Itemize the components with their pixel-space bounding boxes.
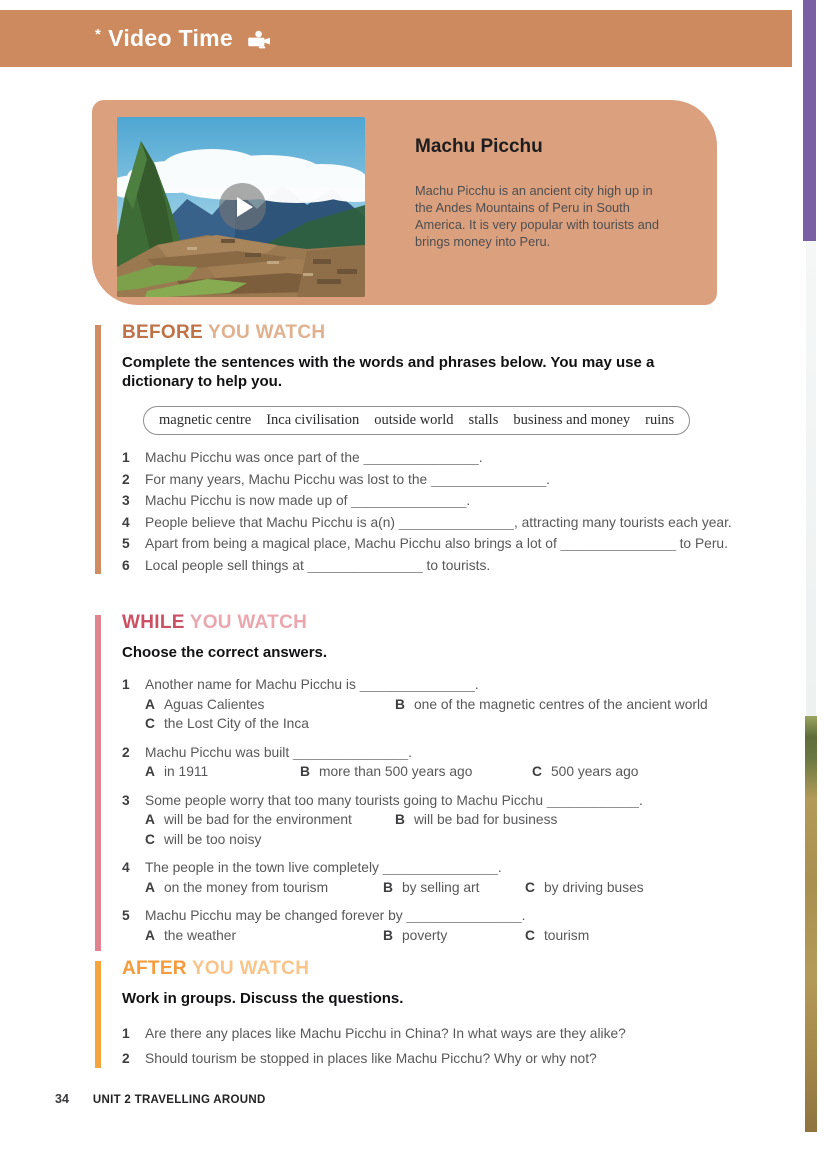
word-bank-item: Inca civilisation — [266, 412, 360, 428]
option-c — [145, 830, 261, 850]
before-you-watch-section — [95, 322, 750, 577]
header-title — [95, 25, 233, 52]
after-heading — [122, 958, 750, 980]
word-bank-item: stalls — [468, 412, 499, 428]
sentence-item — [122, 470, 750, 491]
before-accent-bar — [95, 325, 101, 574]
question-stem — [122, 743, 750, 763]
option-a — [145, 695, 395, 715]
option-b — [300, 762, 532, 782]
after-items-list — [122, 1021, 750, 1071]
options-row — [122, 810, 750, 830]
word-bank-item: business and money — [513, 412, 631, 428]
option-c — [525, 878, 644, 898]
blank-line: _______________ — [431, 471, 547, 487]
while-heading-light: YOU WATCH — [189, 612, 308, 633]
page-edge-photo-strip — [805, 716, 817, 1132]
after-accent-bar — [95, 961, 101, 1068]
page-footer — [55, 1092, 266, 1106]
option-letter: C — [145, 831, 155, 847]
before-heading-light: YOU WATCH — [207, 322, 326, 343]
question-item — [122, 743, 750, 782]
option-text: tourism — [543, 927, 590, 943]
option-text: the Lost City of the Inca — [163, 716, 309, 731]
purple-accent-bar — [803, 0, 816, 241]
question-text: The people in the town live completely _______________. — [145, 860, 502, 875]
blank-line: _______________ — [382, 860, 498, 875]
item-number: 2 — [122, 471, 130, 487]
option-text: in 1911 — [163, 764, 209, 779]
item-number: 4 — [122, 514, 130, 530]
sentence-item — [122, 448, 750, 469]
discussion-item — [122, 1021, 750, 1046]
option-a — [145, 762, 300, 782]
option-b — [395, 695, 708, 715]
question-number: 1 — [122, 677, 130, 692]
question-item — [122, 906, 750, 945]
blank-line: _______________ — [293, 744, 409, 760]
option-text: poverty — [401, 927, 448, 943]
options-row — [122, 762, 750, 782]
option-b — [383, 878, 525, 898]
option-text: the weather — [163, 927, 237, 943]
option-b — [395, 810, 557, 830]
after-heading-light: YOU WATCH — [191, 958, 310, 979]
blank-line: _______________ — [406, 908, 522, 923]
options-row — [122, 695, 750, 715]
after-instruction: Work in groups. Discuss the questions. — [122, 990, 404, 1007]
option-letter: A — [145, 812, 155, 827]
option-letter: C — [145, 716, 155, 731]
play-icon — [237, 197, 253, 217]
options-row — [122, 714, 750, 734]
word-bank-item: outside world — [374, 412, 454, 428]
sentence-text: Machu Picchu is now made up of _______________. — [145, 493, 471, 508]
unit-label: UNIT 2 TRAVELLING AROUND — [92, 1094, 266, 1106]
option-letter: B — [395, 812, 405, 827]
while-instruction: Choose the correct answers. — [122, 644, 328, 661]
item-number: 6 — [122, 557, 130, 573]
option-letter: B — [395, 696, 405, 712]
blank-line: _______________ — [307, 557, 423, 573]
discussion-item — [122, 1046, 750, 1071]
sentence-text: For many years, Machu Picchu was lost to the _______________. — [145, 471, 550, 487]
before-instruction: Complete the sentences with the words and phrases below. You may use a dictionary to help you. — [122, 354, 655, 390]
sentence-text: Local people sell things at _______________ to tourists. — [145, 557, 491, 573]
word-bank-item: ruins — [645, 412, 675, 428]
video-time-header — [0, 10, 792, 67]
video-card — [92, 100, 717, 305]
video-camera-icon — [245, 30, 272, 51]
question-number: 3 — [122, 792, 130, 808]
before-heading — [122, 322, 750, 344]
question-number: 5 — [122, 908, 130, 923]
question-text: Machu Picchu was built _______________. — [145, 744, 412, 760]
option-text: will be bad for business — [413, 812, 558, 827]
sentence-item — [122, 513, 750, 534]
machu-picchu-video-thumbnail[interactable] — [117, 117, 365, 297]
question-stem — [122, 858, 750, 878]
question-text: Machu Picchu may be changed forever by _______________. — [145, 908, 526, 923]
option-letter: A — [145, 764, 155, 779]
option-letter: B — [383, 927, 393, 943]
item-number: 1 — [122, 450, 130, 465]
question-item — [122, 675, 750, 734]
option-c — [532, 762, 638, 782]
question-number: 4 — [122, 860, 130, 875]
question-item — [122, 858, 750, 897]
asterisk-mark: * — [95, 26, 102, 43]
option-letter: B — [383, 879, 393, 895]
question-stem — [122, 791, 750, 811]
blank-line: _______________ — [351, 493, 467, 508]
option-a — [145, 926, 383, 946]
item-number: 2 — [122, 1051, 130, 1066]
blank-line: _______________ — [560, 536, 676, 551]
question-stem — [122, 906, 750, 926]
question-item — [122, 791, 750, 850]
option-a — [145, 878, 383, 898]
options-row — [122, 878, 750, 898]
sentence-item — [122, 491, 750, 512]
after-heading-strong: AFTER — [122, 958, 187, 979]
page-edge-strip — [806, 241, 816, 716]
while-questions-list — [122, 675, 750, 945]
option-letter: C — [525, 879, 535, 895]
video-card-text — [415, 136, 690, 250]
blank-line: _______________ — [359, 677, 475, 692]
while-heading-strong: WHILE — [122, 612, 185, 633]
option-text: 500 years ago — [550, 764, 639, 779]
word-bank — [143, 406, 690, 435]
question-text: Another name for Machu Picchu is _______________. — [145, 677, 479, 692]
before-items-list — [122, 448, 750, 576]
while-accent-bar — [95, 615, 101, 951]
after-you-watch-section — [95, 958, 750, 1071]
option-b — [383, 926, 525, 946]
option-text: more than 500 years ago — [318, 764, 473, 779]
options-row — [122, 830, 750, 850]
card-title: Machu Picchu — [415, 136, 543, 157]
option-letter: C — [525, 927, 535, 943]
while-heading — [122, 612, 750, 634]
item-number: 3 — [122, 493, 130, 508]
discussion-text: Are there any places like Machu Picchu in China? In what ways are they alike? — [145, 1026, 626, 1041]
option-text: on the money from tourism — [163, 879, 329, 895]
blank-line: _______________ — [363, 450, 479, 465]
question-number: 2 — [122, 744, 130, 760]
option-letter: C — [532, 764, 542, 779]
sentence-text: People believe that Machu Picchu is a(n) _______________, attracting many tourists each year. — [145, 514, 732, 530]
item-number: 5 — [122, 536, 130, 551]
before-heading-strong: BEFORE — [122, 322, 203, 343]
option-letter: A — [145, 927, 155, 943]
blank-line: ____________ — [546, 792, 639, 808]
option-text: by selling art — [401, 879, 480, 895]
sentence-text: Apart from being a magical place, Machu Picchu also brings a lot of _______________ to Peru. — [145, 536, 728, 551]
header-title-text: Video Time — [108, 25, 234, 51]
option-text: by driving buses — [543, 879, 644, 895]
option-text: will be bad for the environment — [163, 812, 352, 827]
play-button[interactable] — [219, 183, 266, 230]
option-text: one of the magnetic centres of the ancient world — [413, 696, 708, 712]
while-you-watch-section — [95, 612, 750, 954]
page-number: 34 — [55, 1092, 69, 1106]
card-description: Machu Picchu is an ancient city high up in the Andes Mountains of Peru in South America. It is very popular with tourists and brings money into Peru. — [415, 183, 659, 249]
option-letter: A — [145, 696, 155, 712]
option-letter: B — [300, 764, 310, 779]
option-letter: A — [145, 879, 155, 895]
sentence-item — [122, 534, 750, 555]
sentence-text: Machu Picchu was once part of the _______________. — [145, 450, 483, 465]
question-text: Some people worry that too many tourists going to Machu Picchu ____________. — [145, 792, 643, 808]
discussion-text: Should tourism be stopped in places like Machu Picchu? Why or why not? — [145, 1051, 597, 1066]
word-bank-item: magnetic centre — [159, 412, 252, 428]
option-text: will be too noisy — [163, 831, 262, 847]
option-text: Aguas Calientes — [163, 696, 265, 712]
item-number: 1 — [122, 1026, 130, 1041]
question-stem — [122, 675, 750, 695]
option-a — [145, 810, 395, 830]
blank-line: _______________ — [398, 514, 514, 530]
options-row — [122, 926, 750, 946]
option-c — [525, 926, 589, 946]
option-c — [145, 714, 309, 734]
sentence-item — [122, 556, 750, 577]
